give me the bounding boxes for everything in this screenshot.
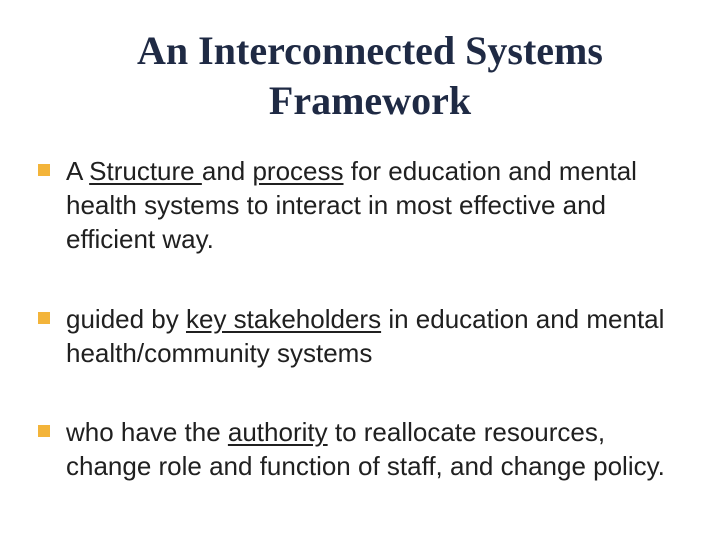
square-bullet-icon: [38, 164, 50, 176]
bullet-item-structure: [38, 154, 678, 256]
underlined-term-authority: authority: [227, 417, 328, 447]
bullet-text-part: guided by: [66, 304, 186, 334]
slide-title-line-2: Framework: [268, 78, 472, 123]
underlined-term-structure: Structure: [89, 156, 202, 186]
square-bullet-icon: [38, 312, 50, 324]
bullet-item-authority: [38, 415, 678, 483]
bullet-text-part: and: [201, 156, 253, 186]
bullet-text-part: who have the: [66, 417, 228, 447]
bullet-text-part: in education and mental health/community systems: [66, 304, 665, 368]
underlined-term-process: process: [252, 156, 344, 186]
bullet-item-stakeholders: [38, 302, 678, 370]
square-bullet-icon: [38, 425, 50, 437]
bullet-text-part: A: [66, 156, 90, 186]
bullet-text: [66, 415, 678, 483]
bullet-text: [66, 154, 678, 256]
slide-title: [60, 26, 680, 126]
bullet-text: [66, 302, 678, 370]
slide-title-line-1: An Interconnected Systems: [137, 28, 603, 73]
bullet-text-part: for education and mental health systems to interact in most effective and efficient way.: [66, 156, 637, 254]
bullet-text-part: to reallocate resources, change role and function of staff, and change policy.: [66, 417, 665, 481]
underlined-term-key-stakeholders: key stakeholders: [185, 304, 382, 334]
